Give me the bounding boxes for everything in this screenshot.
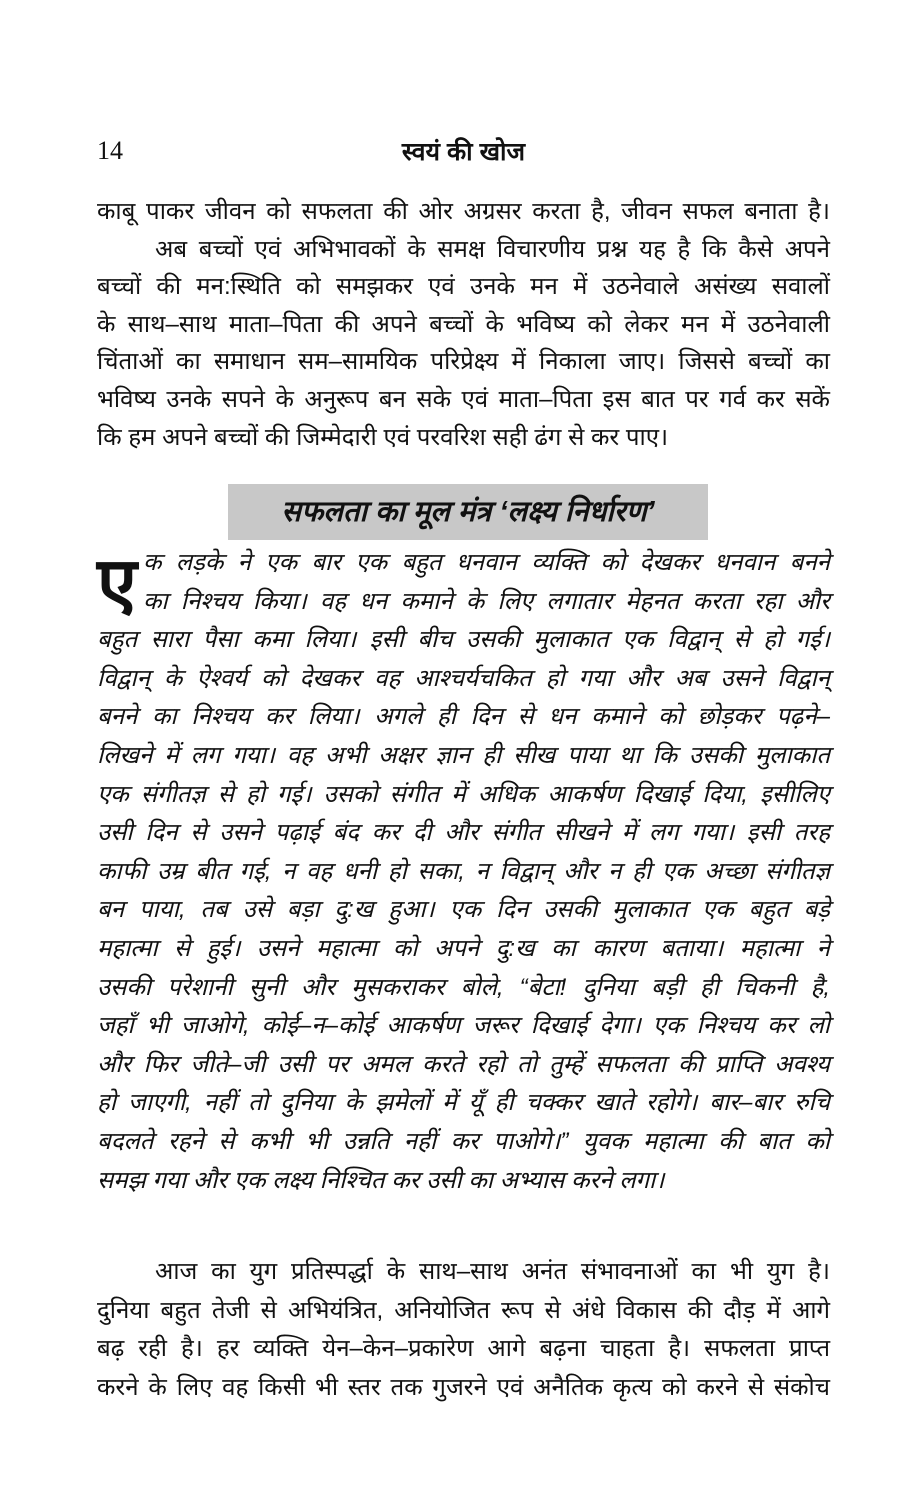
text-line: आज का युग प्रतिस्पर्द्धा के साथ–साथ अनंत संभावनाओं का भी युग है। (155, 1258, 830, 1285)
text-line: विद्वान् के ऐश्वर्य को देखकर वह आश्चर्यचकित हो गया और अब उसने विद्वान् (97, 664, 830, 692)
paragraph-intro (97, 193, 830, 456)
text-line: दुनिया बहुत तेजी से अभियंत्रित, अनियोजित रूप से अंधे विकास की दौड़ में आगे (97, 1296, 830, 1324)
text-line: जहाँ भी जाओगे, कोई–न–कोई आकर्षण जरूर दिखाई देगा। एक निश्चय कर लो (97, 1012, 830, 1040)
text-line: लिखने में लग गया। वह अभी अक्षर ज्ञान ही सीख पाया था कि उसकी मुलाकात (97, 741, 830, 769)
text-line: भविष्य उनके सपने के अनुरूप बन सके एवं माता–पिता इस बात पर गर्व कर सकें (97, 385, 830, 413)
section-heading: सफलता का मूल मंत्र ‘लक्ष्य निर्धारण’ (228, 484, 708, 540)
text-line: बन पाया, तब उसे बड़ा दु:ख हुआ। एक दिन उसकी मुलाकात एक बहुत बड़े (97, 896, 830, 924)
text-line: हो जाएगी, नहीं तो दुनिया के झमेलों में यूँ ही चक्कर खाते रहोगे। बार–बार रुचि (97, 1089, 830, 1117)
text-line: समझ गया और एक लक्ष्य निश्चित कर उसी का अभ्यास करने लगा। (97, 1166, 665, 1194)
text-line: क लड़के ने एक बार एक बहुत धनवान व्यक्ति को देखकर धनवान बनने (143, 549, 830, 576)
text-line: करने के लिए वह किसी भी स्तर तक गुजरने एवं अनैतिक कृत्य को करने से संकोच (97, 1373, 830, 1401)
text-line: अब बच्चों एवं अभिभावकों के समक्ष विचारणीय प्रश्न यह है कि कैसे अपने (155, 235, 830, 263)
page-number: 14 (97, 136, 123, 165)
text-line: बनने का निश्चय कर लिया। अगले ही दिन से धन कमाने को छोड़कर पढ़ने– (97, 703, 830, 731)
text-line: बढ़ रही है। हर व्यक्ति येन–केन–प्रकारेण आगे बढ़ना चाहता है। सफलता प्राप्त (97, 1335, 830, 1363)
story-paragraph (97, 544, 830, 1200)
text-line: बदलते रहने से कभी भी उन्नति नहीं कर पाओगे।” युवक महात्मा की बात को (97, 1127, 830, 1155)
text-line: का निश्चय किया। वह धन कमाने के लिए लगातार मेहनत करता रहा और (143, 587, 830, 615)
text-line: बच्चों की मन:स्थिति को समझकर एवं उनके मन में उठनेवाले असंख्य सवालों (97, 273, 830, 301)
running-title: स्वयं की खोज (401, 138, 526, 166)
drop-cap: ए (97, 544, 137, 624)
text-line: एक संगीतज्ञ से हो गई। उसको संगीत में अधिक आकर्षण दिखाई दिया, इसीलिए (97, 780, 830, 808)
text-line: काफी उम्र बीत गई, न वह धनी हो सका, न विद्वान् और न ही एक अच्छा संगीतज्ञ (97, 857, 830, 885)
text-line: के साथ–साथ माता–पिता की अपने बच्चों के भविष्य को लेकर मन में उठनेवाली (97, 310, 830, 338)
text-line: चिंताओं का समाधान सम–सामयिक परिप्रेक्ष्य में निकाला जाए। जिससे बच्चों का (97, 348, 830, 376)
text-line: महात्मा से हुई। उसने महात्मा को अपने दु:ख का कारण बताया। महात्मा ने (97, 934, 830, 962)
text-line: और फिर जीते–जी उसी पर अमल करते रहो तो तुम्हें सफलता की प्राप्ति अवश्य (97, 1050, 830, 1078)
text-line: काबू पाकर जीवन को सफलता की ओर अग्रसर करता है, जीवन सफल बनाता है। (97, 198, 830, 225)
paragraph-competition (97, 1253, 830, 1407)
text-line: उसकी परेशानी सुनी और मुसकराकर बोले, “बेटा! दुनिया बड़ी ही चिकनी है, (97, 973, 830, 1001)
text-line: उसी दिन से उसने पढ़ाई बंद कर दी और संगीत सीखने में लग गया। इसी तरह (97, 819, 830, 847)
text-line: बहुत सारा पैसा कमा लिया। इसी बीच उसकी मुलाकात एक विद्वान् से हो गई। (97, 626, 830, 654)
text-line: कि हम अपने बच्चों की जिम्मेदारी एवं परवरिश सही ढंग से कर पाए। (97, 423, 669, 451)
